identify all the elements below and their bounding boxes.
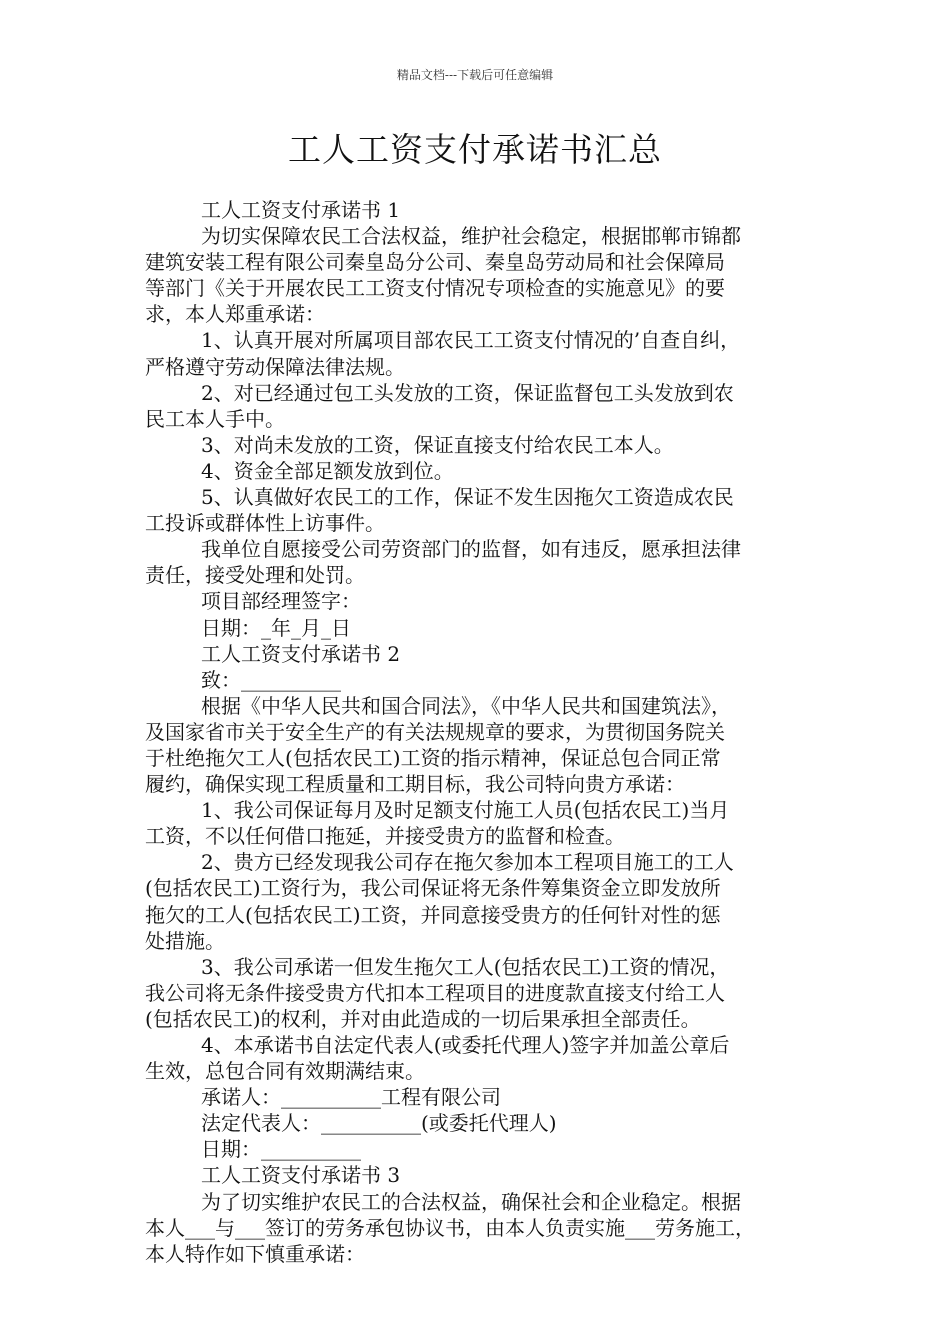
text-line: 本人___与___签订的劳务承包协议书，由本人负责实施___劳务施工，: [145, 1215, 755, 1240]
text-line: 求，本人郑重承诺：: [145, 302, 325, 327]
text-line: 4、资金全部足额发放到位。: [201, 458, 454, 483]
text-line: 3、我公司承诺一但发生拖欠工人(包括农民工)工资的情况，: [201, 954, 730, 979]
text-line: 工人工资支付承诺书 2: [201, 641, 401, 666]
text-line: 处措施。: [145, 928, 225, 953]
text-line: 日期：_年_月_日: [201, 615, 351, 640]
text-line: 本人特作如下慎重承诺：: [145, 1241, 365, 1266]
text-line: 拖欠的工人(包括农民工)工资，并同意接受贵方的任何针对性的惩: [145, 902, 721, 927]
text-line: 民工本人手中。: [145, 406, 285, 431]
text-line: 2、对已经通过包工头发放的工资，保证监督包工头发放到农: [201, 380, 734, 405]
document-title: 工人工资支付承诺书汇总: [288, 130, 662, 169]
text-line: 工投诉或群体性上访事件。: [145, 511, 385, 536]
text-line: 5、认真做好农民工的工作，保证不发生因拖欠工资造成农民: [201, 485, 734, 510]
text-line: (包括农民工)的权利，并对由此造成的一切后果承担全部责任。: [145, 1006, 701, 1031]
text-line: 为了切实维护农民工的合法权益，确保社会和企业稳定。根据: [201, 1189, 741, 1214]
text-line: 工资，不以任何借口拖延，并接受贵方的监督和检查。: [145, 824, 625, 849]
text-line: 2、贵方已经发现我公司存在拖欠参加本工程项目施工的工人: [201, 850, 734, 875]
text-line: 根据《中华人民共和国合同法》，《中华人民共和国建筑法》，: [201, 693, 731, 718]
text-line: 法定代表人：__________(或委托代理人): [201, 1111, 557, 1136]
document-body: [145, 197, 815, 1267]
text-line: 履约，确保实现工程质量和工期目标，我公司特向贵方承诺：: [145, 772, 685, 797]
text-line: 1、我公司保证每月及时足额支付施工人员(包括农民工)当月: [201, 798, 730, 823]
text-line: 严格遵守劳动保障法律法规。: [145, 354, 405, 379]
text-line: 4、本承诺书自法定代表人(或委托代理人)签字并加盖公章后: [201, 1033, 730, 1057]
text-line: 我公司将无条件接受贵方代扣本工程项目的进度款直接支付给工人: [145, 980, 725, 1005]
text-line: 于杜绝拖欠工人(包括农民工)工资的指示精神，保证总包合同正常: [145, 745, 721, 770]
text-line: 致：__________: [201, 667, 341, 692]
text-line: 责任，接受处理和处罚。: [145, 563, 365, 588]
text-line: 我单位自愿接受公司劳资部门的监督，如有违反，愿承担法律: [201, 537, 741, 562]
text-line: 项目部经理签字：: [201, 589, 361, 614]
text-line: 及国家省市关于安全生产的有关法规规章的要求，为贯彻国务院关: [145, 719, 725, 744]
header-note: 精品文档---下载后可任意编辑: [396, 68, 554, 82]
text-line: 3、对尚未发放的工资，保证直接支付给农民工本人。: [201, 432, 674, 457]
text-line: 1、认真开展对所属项目部农民工工资支付情况的’自查自纠，: [201, 328, 741, 353]
text-line: 建筑安装工程有限公司秦皇岛分公司、秦皇岛劳动局和社会保障局: [145, 250, 725, 275]
text-line: 承诺人：__________工程有限公司: [201, 1085, 501, 1110]
text-line: 工人工资支付承诺书 3: [201, 1163, 401, 1188]
text-line: 日期：__________: [201, 1137, 361, 1162]
text-line: 工人工资支付承诺书 1: [201, 198, 401, 222]
text-line: 为切实保障农民工合法权益，维护社会稳定，根据邯郸市锦都: [201, 224, 741, 249]
text-line: 等部门《关于开展农民工工资支付情况专项检查的实施意见》的要: [145, 276, 725, 301]
text-line: 生效，总包合同有效期满结束。: [145, 1059, 425, 1084]
text-line: (包括农民工)工资行为，我公司保证将无条件筹集资金立即发放所: [145, 876, 721, 901]
